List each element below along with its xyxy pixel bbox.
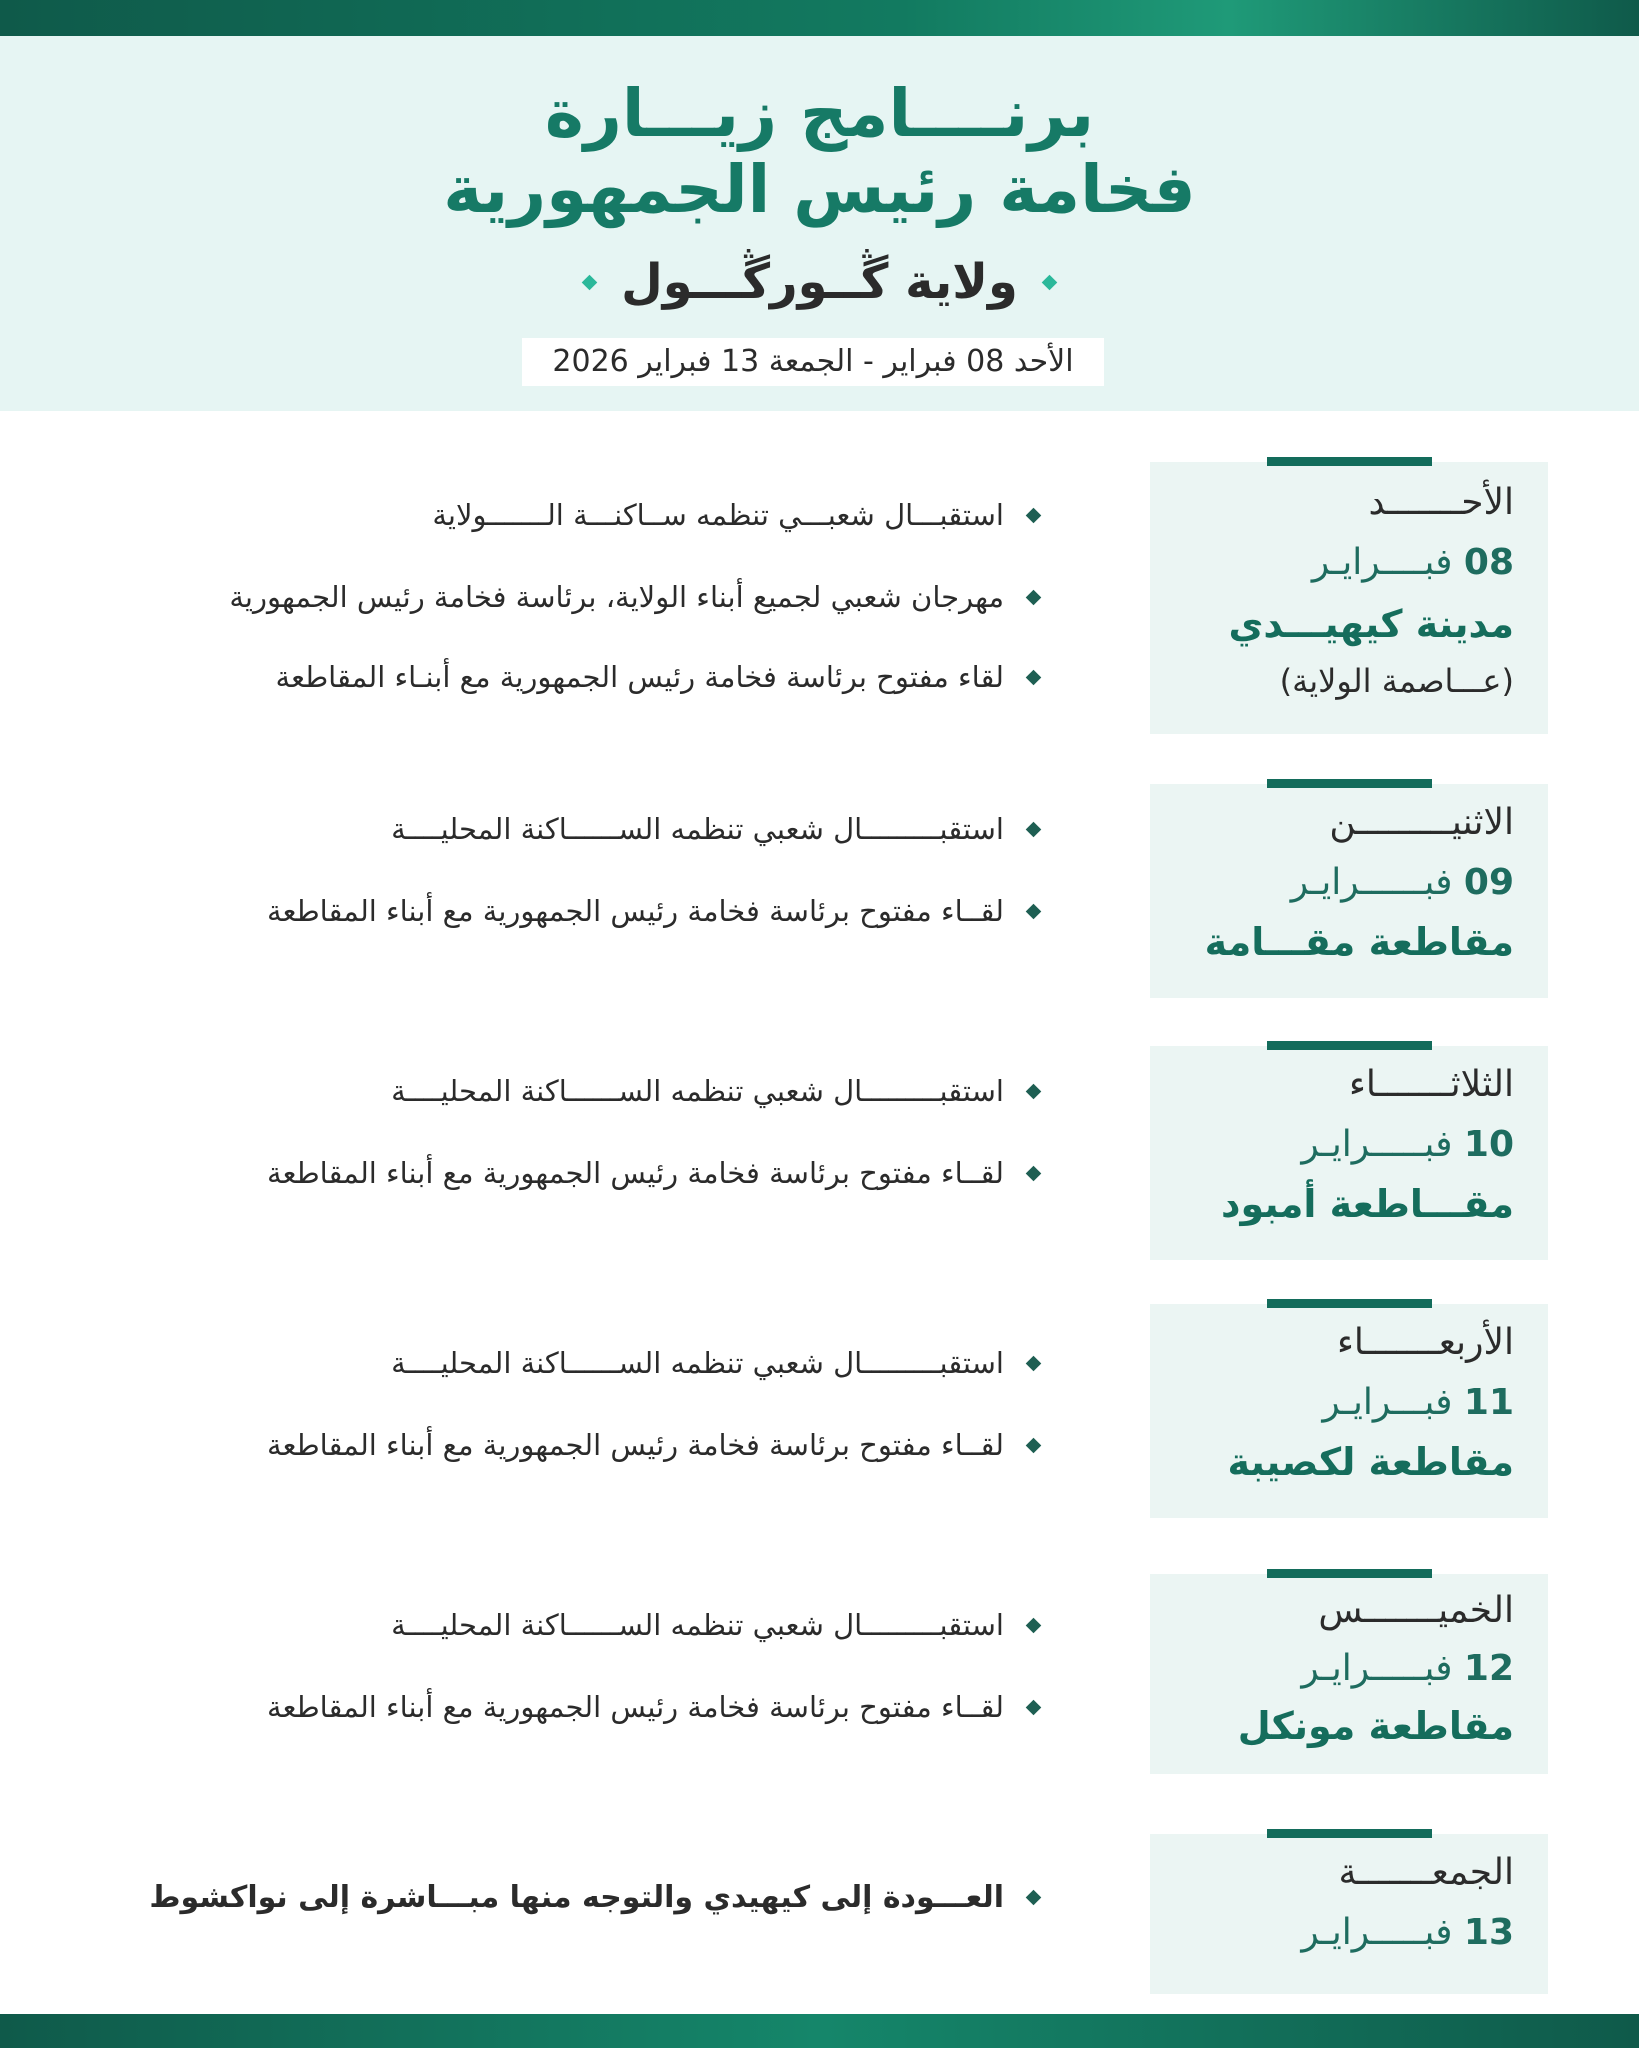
state-name: ولاية ڴــورڴـــول [621, 254, 1018, 310]
date-number: 13 [1463, 1912, 1514, 1953]
event-text: لقاء مفتوح برئاسة فخامة رئيس الجمهورية مع أبنـاء المقاطعة [275, 660, 1004, 694]
event-item [276, 660, 1039, 694]
event-text: استقبـــــــــال شعبي تنظمه الســــــاكنة المحليــــة [391, 1074, 1004, 1108]
date-number: 08 [1463, 542, 1514, 583]
day-accent-bar [1267, 1569, 1432, 1578]
date-number: 09 [1463, 862, 1514, 903]
event-item [229, 580, 1039, 614]
day-place: مدينة كيهيـــدي [1228, 602, 1514, 646]
event-item [432, 498, 1039, 532]
event-item [267, 1428, 1039, 1462]
event-item [391, 1074, 1039, 1108]
day-card-wednesday [1150, 1304, 1548, 1518]
day-card-tuesday [1150, 1046, 1548, 1260]
event-text: استقبـــــــــال شعبي تنظمه الســــــاكنة المحليــــة [391, 812, 1004, 846]
event-item [391, 1608, 1039, 1642]
day-place: مقاطعة لكصيبة [1227, 1440, 1514, 1484]
day-accent-bar [1267, 1299, 1432, 1308]
day-date [1322, 1382, 1514, 1423]
day-name: الأربعـــــــاء [1336, 1322, 1514, 1363]
day-card-friday [1150, 1834, 1548, 1994]
day-date [1301, 1648, 1514, 1689]
date-number: 12 [1463, 1648, 1514, 1689]
event-item [267, 894, 1039, 928]
event-text: لقــاء مفتوح برئاسة فخامة رئيس الجمهورية مع أبناء المقاطعة [267, 1690, 1004, 1724]
event-text: مهرجان شعبي لجميع أبناء الولاية، برئاسة فخامة رئيس الجمهورية [229, 580, 1004, 614]
event-text: استقبـــــــــال شعبي تنظمه الســــــاكنة المحليــــة [391, 1346, 1004, 1380]
diamond-bullet-icon [1026, 1083, 1042, 1099]
bottom-decorative-bar [0, 2014, 1639, 2048]
day-card-sunday [1150, 462, 1548, 734]
day-date [1291, 862, 1514, 903]
day-accent-bar [1267, 779, 1432, 788]
date-range-label: الأحد 08 فبراير - الجمعة 13 فبراير 2026 [522, 338, 1104, 386]
event-item [391, 812, 1039, 846]
date-month: فبـــرايـر [1322, 1382, 1453, 1423]
event-item [267, 1156, 1039, 1190]
event-item [149, 1880, 1039, 1915]
day-name: الجمعـــــــة [1338, 1852, 1514, 1893]
event-text: لقــاء مفتوح برئاسة فخامة رئيس الجمهورية مع أبناء المقاطعة [267, 1156, 1004, 1190]
event-text: لقــاء مفتوح برئاسة فخامة رئيس الجمهورية مع أبناء المقاطعة [267, 894, 1004, 928]
title-line-1: برنــــامج زيـــارة [544, 75, 1095, 152]
day-card-monday [1150, 784, 1548, 998]
diamond-bullet-icon [1026, 589, 1042, 605]
event-text: العـــودة إلى كيهيدي والتوجه منها مبـــاشرة إلى نواكشوط [149, 1880, 1004, 1915]
diamond-bullet-icon [1026, 1165, 1042, 1181]
diamond-bullet-icon [1026, 1890, 1042, 1906]
top-decorative-bar [0, 0, 1639, 36]
date-month: فبــــرايـر [1311, 542, 1453, 583]
day-name: الأحـــــــد [1368, 482, 1514, 523]
event-item [267, 1690, 1039, 1724]
diamond-icon [582, 274, 598, 290]
event-text: استقبـــال شعبـــي تنظمه ســاكنـــة الـــــــولاية [432, 498, 1004, 532]
event-text: لقــاء مفتوح برئاسة فخامة رئيس الجمهورية مع أبناء المقاطعة [267, 1428, 1004, 1462]
title-line-2: فخامة رئيس الجمهورية [443, 151, 1196, 228]
day-place: مقـــاطعة أمبود [1220, 1182, 1514, 1226]
day-place: مقاطعة مقـــامة [1204, 920, 1514, 964]
day-card-thursday [1150, 1574, 1548, 1774]
state-row [0, 254, 1639, 310]
diamond-bullet-icon [1026, 1355, 1042, 1371]
day-accent-bar [1267, 1041, 1432, 1050]
event-item [391, 1346, 1039, 1380]
diamond-bullet-icon [1026, 507, 1042, 523]
day-date [1301, 1912, 1514, 1953]
diamond-icon [1042, 274, 1058, 290]
event-text: استقبـــــــــال شعبي تنظمه الســــــاكنة المحليــــة [391, 1608, 1004, 1642]
day-name: الخميـــــــس [1318, 1590, 1514, 1631]
diamond-bullet-icon [1026, 1617, 1042, 1633]
day-accent-bar [1267, 457, 1432, 466]
day-date [1312, 542, 1514, 583]
date-month: فبـــــرايـر [1301, 1648, 1453, 1689]
date-month: فبــــــرايـر [1290, 862, 1453, 903]
diamond-bullet-icon [1026, 821, 1042, 837]
diamond-bullet-icon [1026, 1699, 1042, 1715]
diamond-bullet-icon [1026, 903, 1042, 919]
date-month: فبـــــرايـر [1301, 1124, 1453, 1165]
day-name: الثلاثـــــــاء [1348, 1064, 1514, 1105]
header-panel [0, 36, 1639, 411]
day-name: الاثنيـــــــــن [1329, 802, 1514, 843]
day-accent-bar [1267, 1829, 1432, 1838]
day-place-note: (عـــاصمة الولاية) [1279, 662, 1514, 700]
page-title [0, 76, 1639, 228]
date-month: فبـــــرايـر [1301, 1912, 1453, 1953]
day-date [1301, 1124, 1514, 1165]
diamond-bullet-icon [1026, 669, 1042, 685]
diamond-bullet-icon [1026, 1437, 1042, 1453]
day-place: مقاطعة مونكل [1237, 1704, 1514, 1748]
date-number: 10 [1463, 1124, 1514, 1165]
date-number: 11 [1463, 1382, 1514, 1423]
